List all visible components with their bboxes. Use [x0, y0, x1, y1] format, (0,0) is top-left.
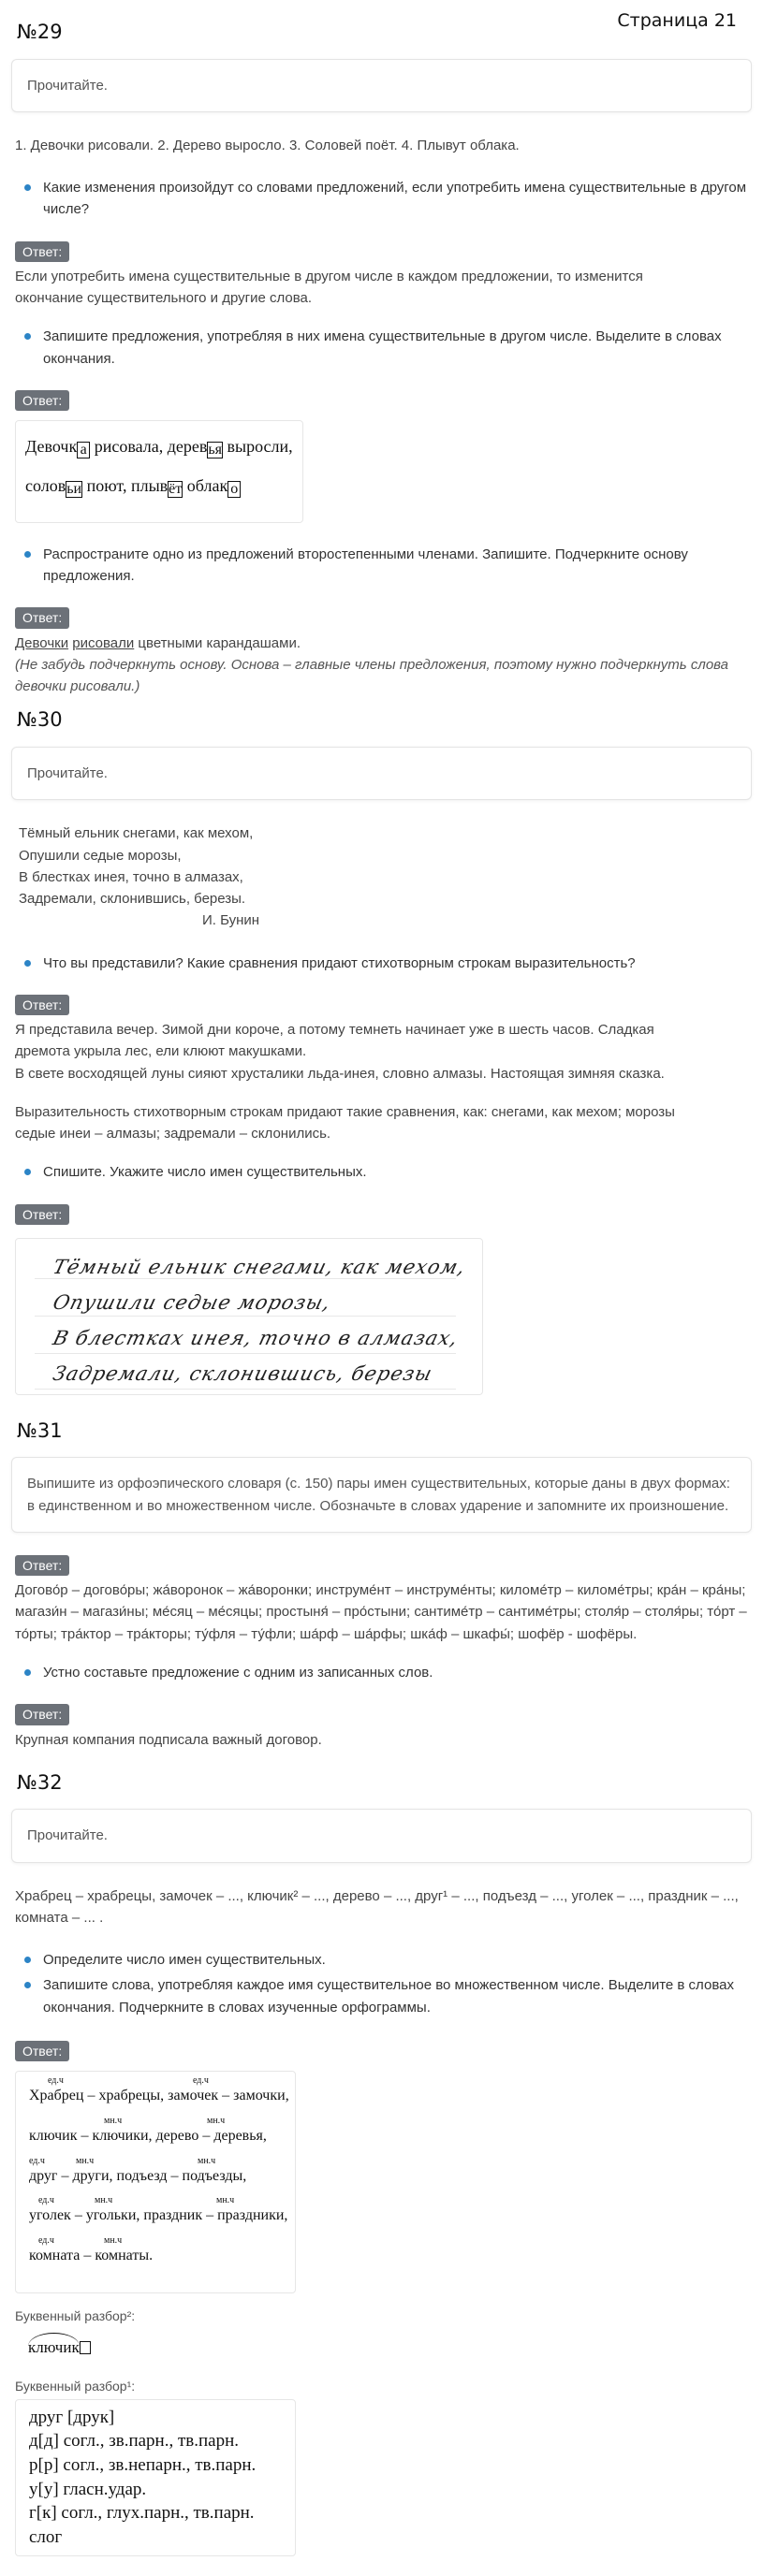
- sentences-text: 1. Девочки рисовали. 2. Дерево выросло. 3. Соловей поёт. 4. Плывут облака.: [15, 137, 520, 153]
- parse-box: [15, 2399, 296, 2556]
- number-mark: мн.ч: [216, 2195, 235, 2206]
- poem-line: Опушили седые морозы,: [19, 847, 182, 864]
- number-mark: мн.ч: [207, 2115, 226, 2126]
- instruction-box: Прочитайте.: [11, 747, 752, 800]
- poem: [15, 822, 752, 931]
- answer-text: [15, 633, 752, 698]
- number-mark: ед.ч: [29, 2155, 45, 2166]
- poem-author: И. Бунин: [202, 912, 260, 929]
- words-text: Храбрец – храбрецы, замочек – ..., ключик² – ..., дерево – ..., друг¹ – ..., подъезд – ..., уголек – ..., праздник – ..., комната – ... .: [15, 1887, 739, 1926]
- task-29-title: №29: [17, 21, 63, 43]
- answer-badge: Ответ:: [15, 607, 69, 628]
- number-mark: мн.ч: [198, 2155, 216, 2166]
- answer-line: Я представила вечер. Зимой дни короче, а потому темнеть начинает уже в шесть часов. Сладкая: [15, 1022, 654, 1039]
- answer-line: седые инеи – алмазы; задремали – склонились.: [15, 1126, 331, 1142]
- script-line: В блестках инея, точно в алмазах,: [51, 1326, 462, 1349]
- number-mark: мн.ч: [104, 2115, 123, 2126]
- hw-text: уголек – угольки, праздник – праздники,: [29, 2207, 288, 2224]
- subject-word: Девочки: [15, 634, 69, 651]
- instruction-box: Прочитайте.: [11, 1809, 752, 1862]
- number-mark: мн.ч: [95, 2195, 113, 2206]
- hw-word: поют, плыв: [82, 476, 169, 496]
- parse-line: д[д] согл., зв.парн., тв.парн.: [29, 2431, 240, 2452]
- number-mark: мн.ч: [76, 2155, 95, 2166]
- number-mark: ед.ч: [38, 2195, 54, 2206]
- parse-line: слог: [29, 2527, 63, 2547]
- answer-text: [15, 266, 752, 310]
- answer-note: (Не забудь подчеркнуть основу. Основа – главные члены предложения, поэтому нужно подчеркнуть слова девочки рисовали.): [15, 656, 729, 695]
- hw-text: ключик – ключики, дерево – деревья,: [29, 2127, 267, 2144]
- task-32-title: №32: [17, 1770, 63, 1794]
- hw-text: Храбрец – храбрецы, замочек – замочки,: [29, 2088, 289, 2104]
- answer-line: Если употребить имена существительные в другом числе в каждом предложении, то изменится: [15, 268, 643, 284]
- answer-badge: Ответ:: [15, 1555, 69, 1576]
- answer-rest: цветными карандашами.: [134, 634, 301, 651]
- parse-line: р[р] согл., зв.непарн., тв.парн.: [29, 2455, 257, 2476]
- handwritten-image: [15, 1238, 483, 1395]
- question-item: Запишите слова, употребляя каждое имя существительное во множественном числе. Выделите в словах окончания. Подчеркните в словах изученные орфограммы.: [15, 1974, 752, 2018]
- parse-line: у[у] гласн.удар.: [29, 2479, 147, 2499]
- parse-line: г[к] согл., глух.парн., тв.парн.: [29, 2503, 255, 2524]
- answer-line: окончание существительного и другие слова.: [15, 290, 313, 307]
- number-mark: ед.ч: [193, 2075, 209, 2087]
- answer-badge: Ответ:: [15, 2041, 69, 2061]
- question-item: Спишите. Укажите число имен существительных.: [15, 1161, 752, 1183]
- ending-box: ьи: [66, 481, 82, 498]
- task-box: Выпишите из орфоэпического словаря (с. 150) пары имен существительных, которые даны в двух формах: в единственном и во множественном числе. Обозначьте в словах ударение и запомните их произношение.: [11, 1457, 752, 1533]
- page-number: Страница 21: [617, 10, 737, 31]
- task-31-title: №31: [17, 1419, 63, 1442]
- handwritten-answer: [11, 415, 752, 544]
- ending-box: ья: [208, 442, 222, 458]
- number-mark: ед.ч: [48, 2075, 64, 2087]
- parse-line: друг [друк]: [29, 2407, 115, 2427]
- question-item: Определите число имен существительных.: [15, 1949, 752, 1971]
- ending-box: о: [227, 481, 241, 498]
- question-item: Распространите одно из предложений второстепенными членами. Запишите. Подчеркните основу предложения.: [15, 544, 752, 588]
- question-item: Устно составьте предложение с одним из записанных слов.: [15, 1662, 752, 1683]
- answer-badge: Ответ:: [15, 1204, 69, 1225]
- hw-text: друг – други, подъезд – подъезды,: [29, 2167, 247, 2184]
- hw-row: [29, 2195, 288, 2228]
- instruction-box: Прочитайте.: [11, 59, 752, 112]
- answer-badge: Ответ:: [15, 995, 69, 1015]
- hw-word: рисовала, дерев: [90, 437, 208, 457]
- handwritten-box: [15, 420, 303, 523]
- hw-text: комната – комнаты.: [29, 2248, 154, 2264]
- hw-row: [29, 2155, 282, 2189]
- answer-line: В свете восходящей луны сияют хрусталики льда-инея, словно алмазы. Настоящая зимняя сказка.: [15, 1065, 665, 1082]
- answer-text: Крупная компания подписала важный договор.: [15, 1731, 322, 1748]
- ending-box: а: [77, 442, 90, 458]
- poem-line: Тёмный ельник снегами, как мехом,: [19, 825, 254, 842]
- answer-line: дремота укрыла лес, ели клюют макушками.: [15, 1043, 307, 1060]
- hw-word: солов: [25, 476, 66, 496]
- parse-label: Буквенный разбор¹:: [15, 2379, 136, 2394]
- script-line: Тёмный ельник снегами, как мехом,: [51, 1255, 468, 1278]
- number-mark: ед.ч: [38, 2235, 54, 2247]
- predicate-word: рисовали: [72, 634, 135, 651]
- hw-row: [29, 2075, 289, 2108]
- answer-text: Догово́р – догово́ры; жа́воронок – жа́воронки; инструме́нт – инструме́нты; киломе́тр – киломе́тры; кра́н – кра́ны; магази́н – магази́ны; ме́сяц – ме́сяцы; простыня́ – про́стыни; сантиме́тр – сантиме́тры; столя́р – столя́ры; то́рт – то́рты; тра́ктор – тра́кторы; ту́фля – ту́фли; ша́рф – ша́рфы; шка́ф – шкафы́; шофёр - шофёры.: [15, 1582, 747, 1642]
- question-item: Запишите предложения, употребляя в них имена существительные в другом числе. Выделите в словах окончания.: [15, 326, 752, 370]
- parse-word: ключик: [28, 2333, 80, 2360]
- hw-word: Девочк: [25, 437, 78, 457]
- ending-box: [80, 2341, 91, 2354]
- poem-line: Задремали, склонившись, березы.: [19, 891, 246, 908]
- parse-label: Буквенный разбор²:: [15, 2308, 136, 2324]
- answer-badge: Ответ:: [15, 390, 69, 411]
- hw-row: [25, 434, 293, 460]
- poem-line: В блестках инея, точно в алмазах,: [19, 868, 243, 885]
- answer-line: Выразительность стихотворным строкам придают такие сравнения, как: снегами, как мехом; морозы: [15, 1103, 675, 1120]
- question-item: Что вы представили? Какие сравнения придают стихотворным строкам выразительность?: [15, 953, 752, 974]
- handwritten-answer: [15, 2071, 296, 2293]
- script-line: Опушили седые морозы,: [51, 1290, 334, 1314]
- question-item: Какие изменения произойдут со словами предложений, если употребить имена существительные в другом числе?: [15, 177, 752, 221]
- hw-row: [25, 473, 293, 500]
- parse-box: [15, 2329, 752, 2364]
- ending-box: ёт: [169, 481, 183, 498]
- answer-badge: Ответ:: [15, 1704, 69, 1725]
- answer-text: [15, 1019, 752, 1144]
- answer-badge: Ответ:: [15, 241, 69, 262]
- hw-row: [29, 2115, 282, 2148]
- hw-word: выросли,: [223, 437, 293, 457]
- hw-word: облак: [183, 476, 228, 496]
- hw-row: [29, 2235, 282, 2268]
- script-line: Задремали, склонившись, березы: [51, 1361, 435, 1385]
- number-mark: мн.ч: [104, 2235, 123, 2247]
- task-30-title: №30: [17, 708, 63, 732]
